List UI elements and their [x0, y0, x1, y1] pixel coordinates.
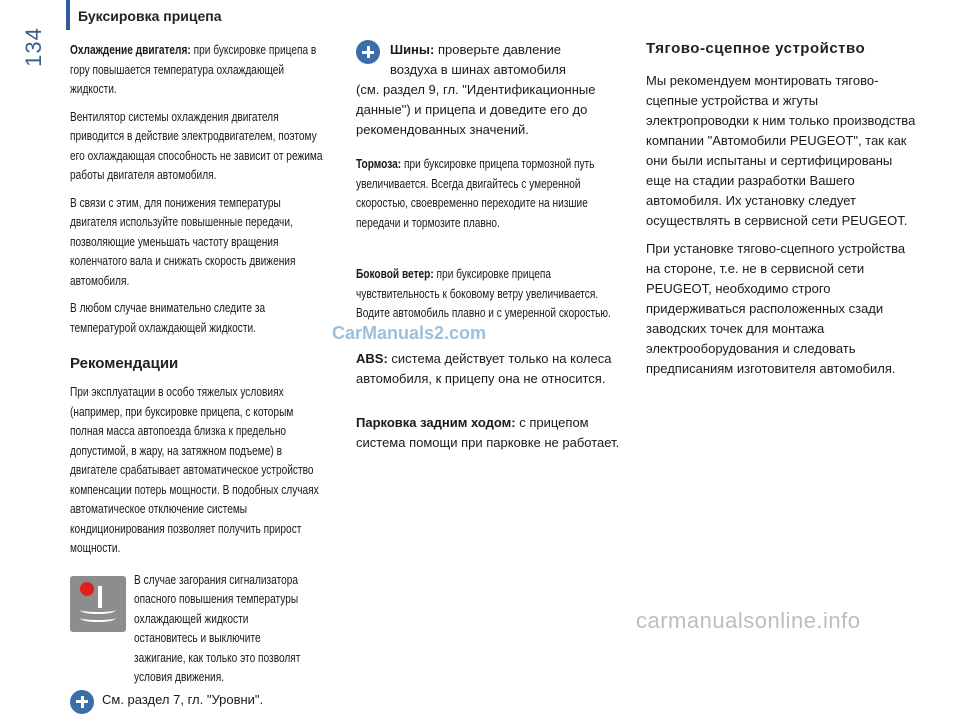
plus-info-icon	[70, 690, 94, 714]
parking-paragraph: Парковка задним ходом: с прицепом система помощи при парковке не работает.	[356, 414, 620, 450]
coolant-warning-box	[70, 570, 328, 684]
recommendations-heading: Рекомендации	[70, 355, 179, 372]
column-right	[646, 40, 916, 387]
towbar-paragraph-2: При установке тягово-сцепного устройства на стороне, т.е. не в сервисной сети PEUGEOT, необходимо строго придерживаться расположенных сзади заводских точек для монтажа электрооборудования и следовать предписаниям изготовителя автомобиля.	[646, 241, 906, 376]
see-also-text: См. раздел 7, гл. "Уровни".	[102, 691, 264, 707]
towbar-paragraph-1: Мы рекомендуем монтировать тягово-сцепные устройства и жгуты электропроводки к ним только производства компании "Автомобили PEUGEOT", так как они были испытаны и сертифицированы еще на стадии разработки Вашего автомобиля. Их установку следует осуществлять в сервисной сети PEUGEOT.	[646, 73, 916, 228]
column-middle	[356, 40, 628, 461]
tyres-block	[356, 40, 628, 140]
crosswind-paragraph: Боковой ветер: при буксировке прицепа чувствительность к боковому ветру увеличивается. Водите автомобиль плавно и с умеренной скоростью.	[356, 266, 611, 320]
watermark-carmanuals: CarManuals2.com	[332, 323, 487, 343]
page-number: 134	[20, 27, 46, 67]
abs-paragraph: ABS: система действует только на колеса автомобиля, к прицепу она не относится.	[356, 350, 612, 386]
towbar-heading: Тягово-сцепное устройство	[646, 40, 866, 57]
section-title: Буксировка прицепа	[78, 8, 222, 24]
recommendations-paragraph: При эксплуатации в особо тяжелых условиях (например, при буксировке прицепа, с которым полная масса автопоезда близка к предельно допустимой, в жару, на затяжном подъеме) в двигателе срабатывает автоматическое устройство компенсации потерь мощности. В подобных случаях автоматическое отключение системы кондиционирования позволяет получить прирост мощности.	[70, 384, 319, 555]
column-left	[70, 40, 328, 714]
section-accent-bar	[66, 0, 70, 30]
tyres-line-2: воздуха в шинах автомобиля	[390, 62, 566, 77]
brakes-paragraph: Тормоза: при буксировке прицепа тормозной путь увеличивается. Всегда двигайтесь с умеренной скоростью, своевременно переходите на низшие передачи и тормозите плавно.	[356, 156, 595, 230]
cooling-paragraph-1: Охлаждение двигателя: при буксировке прицепа в гору повышается температура охлаждающей жидкости.	[70, 42, 317, 96]
tyres-line-1: Шины: проверьте давление	[390, 42, 561, 57]
plus-info-icon	[356, 40, 380, 64]
cooling-paragraph-3: В связи с этим, для понижения температуры двигателя используйте повышенные передачи, позволяющие уменьшать частоту вращения коленчатого вала и снижать скорость движения автомобиля.	[70, 194, 296, 288]
coolant-temperature-warning-icon	[70, 576, 126, 632]
cooling-paragraph-2: Вентилятор системы охлаждения двигателя приводится в действие электродвигателем, поэтому его охлаждающая способность не зависит от режима работы двигателя автомобиля.	[70, 108, 323, 182]
tyres-rest: (см. раздел 9, гл. "Идентификационные данные") и прицепа и доведите его до рекомендованных значений.	[356, 82, 596, 137]
watermark-carmanualsonline: carmanualsonline.info	[636, 608, 861, 633]
cooling-paragraph-4: В любом случае внимательно следите за температурой охлаждающей жидкости.	[70, 300, 266, 335]
coolant-warning-text: В случае загорания сигнализатора опасного повышения температуры охлаждающей жидкости остановитесь и выключите зажигание, как только это позволят условия движения.	[134, 571, 301, 684]
